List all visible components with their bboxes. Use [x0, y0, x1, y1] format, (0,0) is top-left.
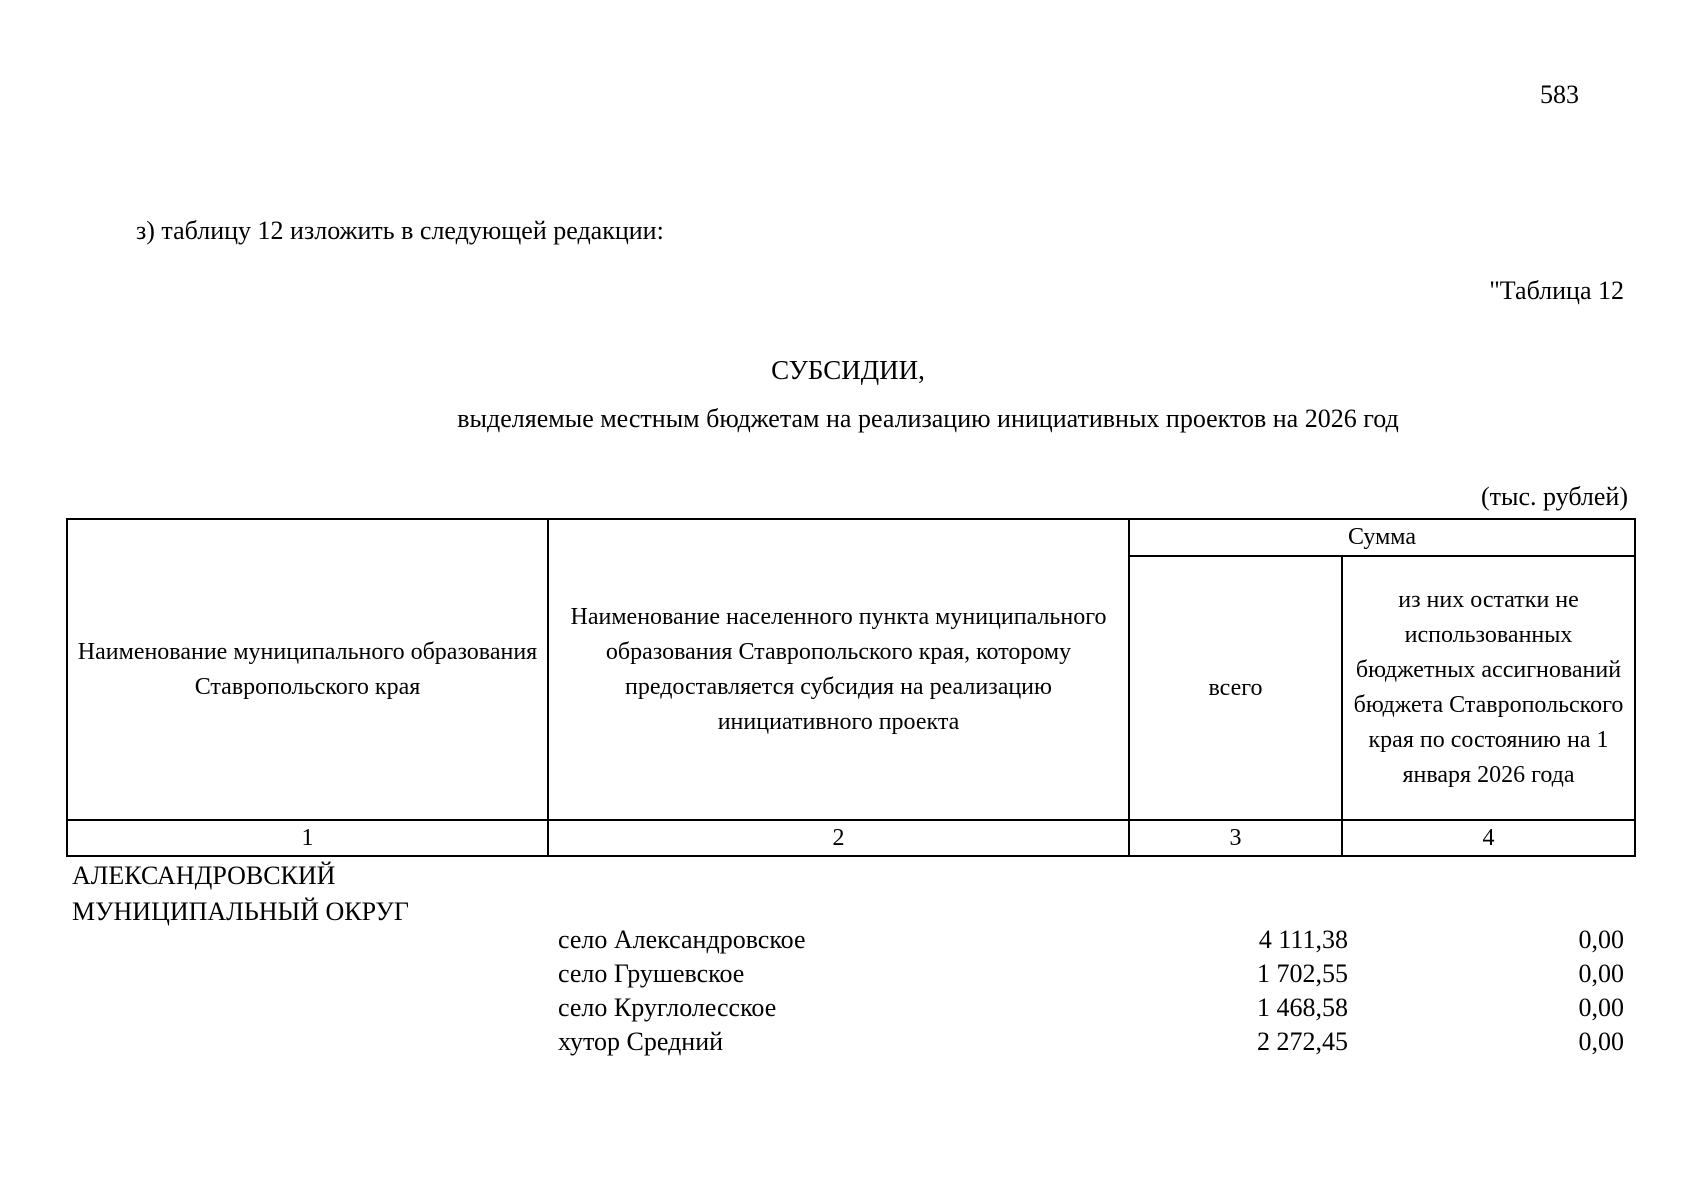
- header-municipality: Наименование муниципального образования Ставропольского края: [67, 519, 548, 820]
- remainder-amount: 0,00: [1578, 925, 1624, 954]
- district-name: АЛЕКСАНДРОВСКИЙ МУНИЦИПАЛЬНЫЙ ОКРУГ: [72, 861, 409, 926]
- settlement-name: хутор Средний: [558, 1027, 724, 1056]
- page-number: 583: [1540, 80, 1579, 109]
- table-row: [0, 1027, 1696, 1061]
- total-amount: 1 702,55: [1257, 959, 1348, 988]
- header-remainder: из них остатки не использованных бюджетных ассигнований бюджета Ставропольского края по состоянию на 1 января 2026 года: [1342, 556, 1635, 820]
- remainder-amount: 0,00: [1578, 993, 1624, 1022]
- table-reference: "Таблица 12: [1489, 276, 1624, 305]
- header-sum-group: Сумма: [1129, 519, 1635, 556]
- settlement-name: село Александровское: [558, 925, 806, 954]
- subsidy-table-header: [66, 518, 1636, 857]
- remainder-amount: 0,00: [1578, 959, 1624, 988]
- remainder-amount: 0,00: [1578, 1027, 1624, 1056]
- settlement-name: село Грушевское: [558, 959, 745, 988]
- settlement-name: село Круглолесское: [558, 993, 777, 1022]
- total-amount: 2 272,45: [1257, 1027, 1348, 1056]
- column-number-3: 3: [1129, 820, 1342, 856]
- document-subtitle: выделяемые местным бюджетам на реализацию инициативных проектов на 2026 год: [457, 404, 1399, 433]
- table-row: [0, 925, 1696, 959]
- amendment-instruction: з) таблицу 12 изложить в следующей редакции:: [136, 216, 664, 245]
- document-title: СУБСИДИИ,: [771, 355, 925, 385]
- table-row: [0, 993, 1696, 1027]
- units-note: (тыс. рублей): [1480, 482, 1628, 511]
- total-amount: 1 468,58: [1257, 993, 1348, 1022]
- column-number-1: 1: [67, 820, 548, 856]
- table-row: [0, 959, 1696, 993]
- column-number-2: 2: [548, 820, 1129, 856]
- total-amount: 4 111,38: [1258, 925, 1348, 954]
- header-settlement: Наименование населенного пункта муниципального образования Ставропольского края, которому предоставляется субсидия на реализацию инициативного проекта: [548, 519, 1129, 820]
- header-total: всего: [1129, 556, 1342, 820]
- column-number-4: 4: [1342, 820, 1635, 856]
